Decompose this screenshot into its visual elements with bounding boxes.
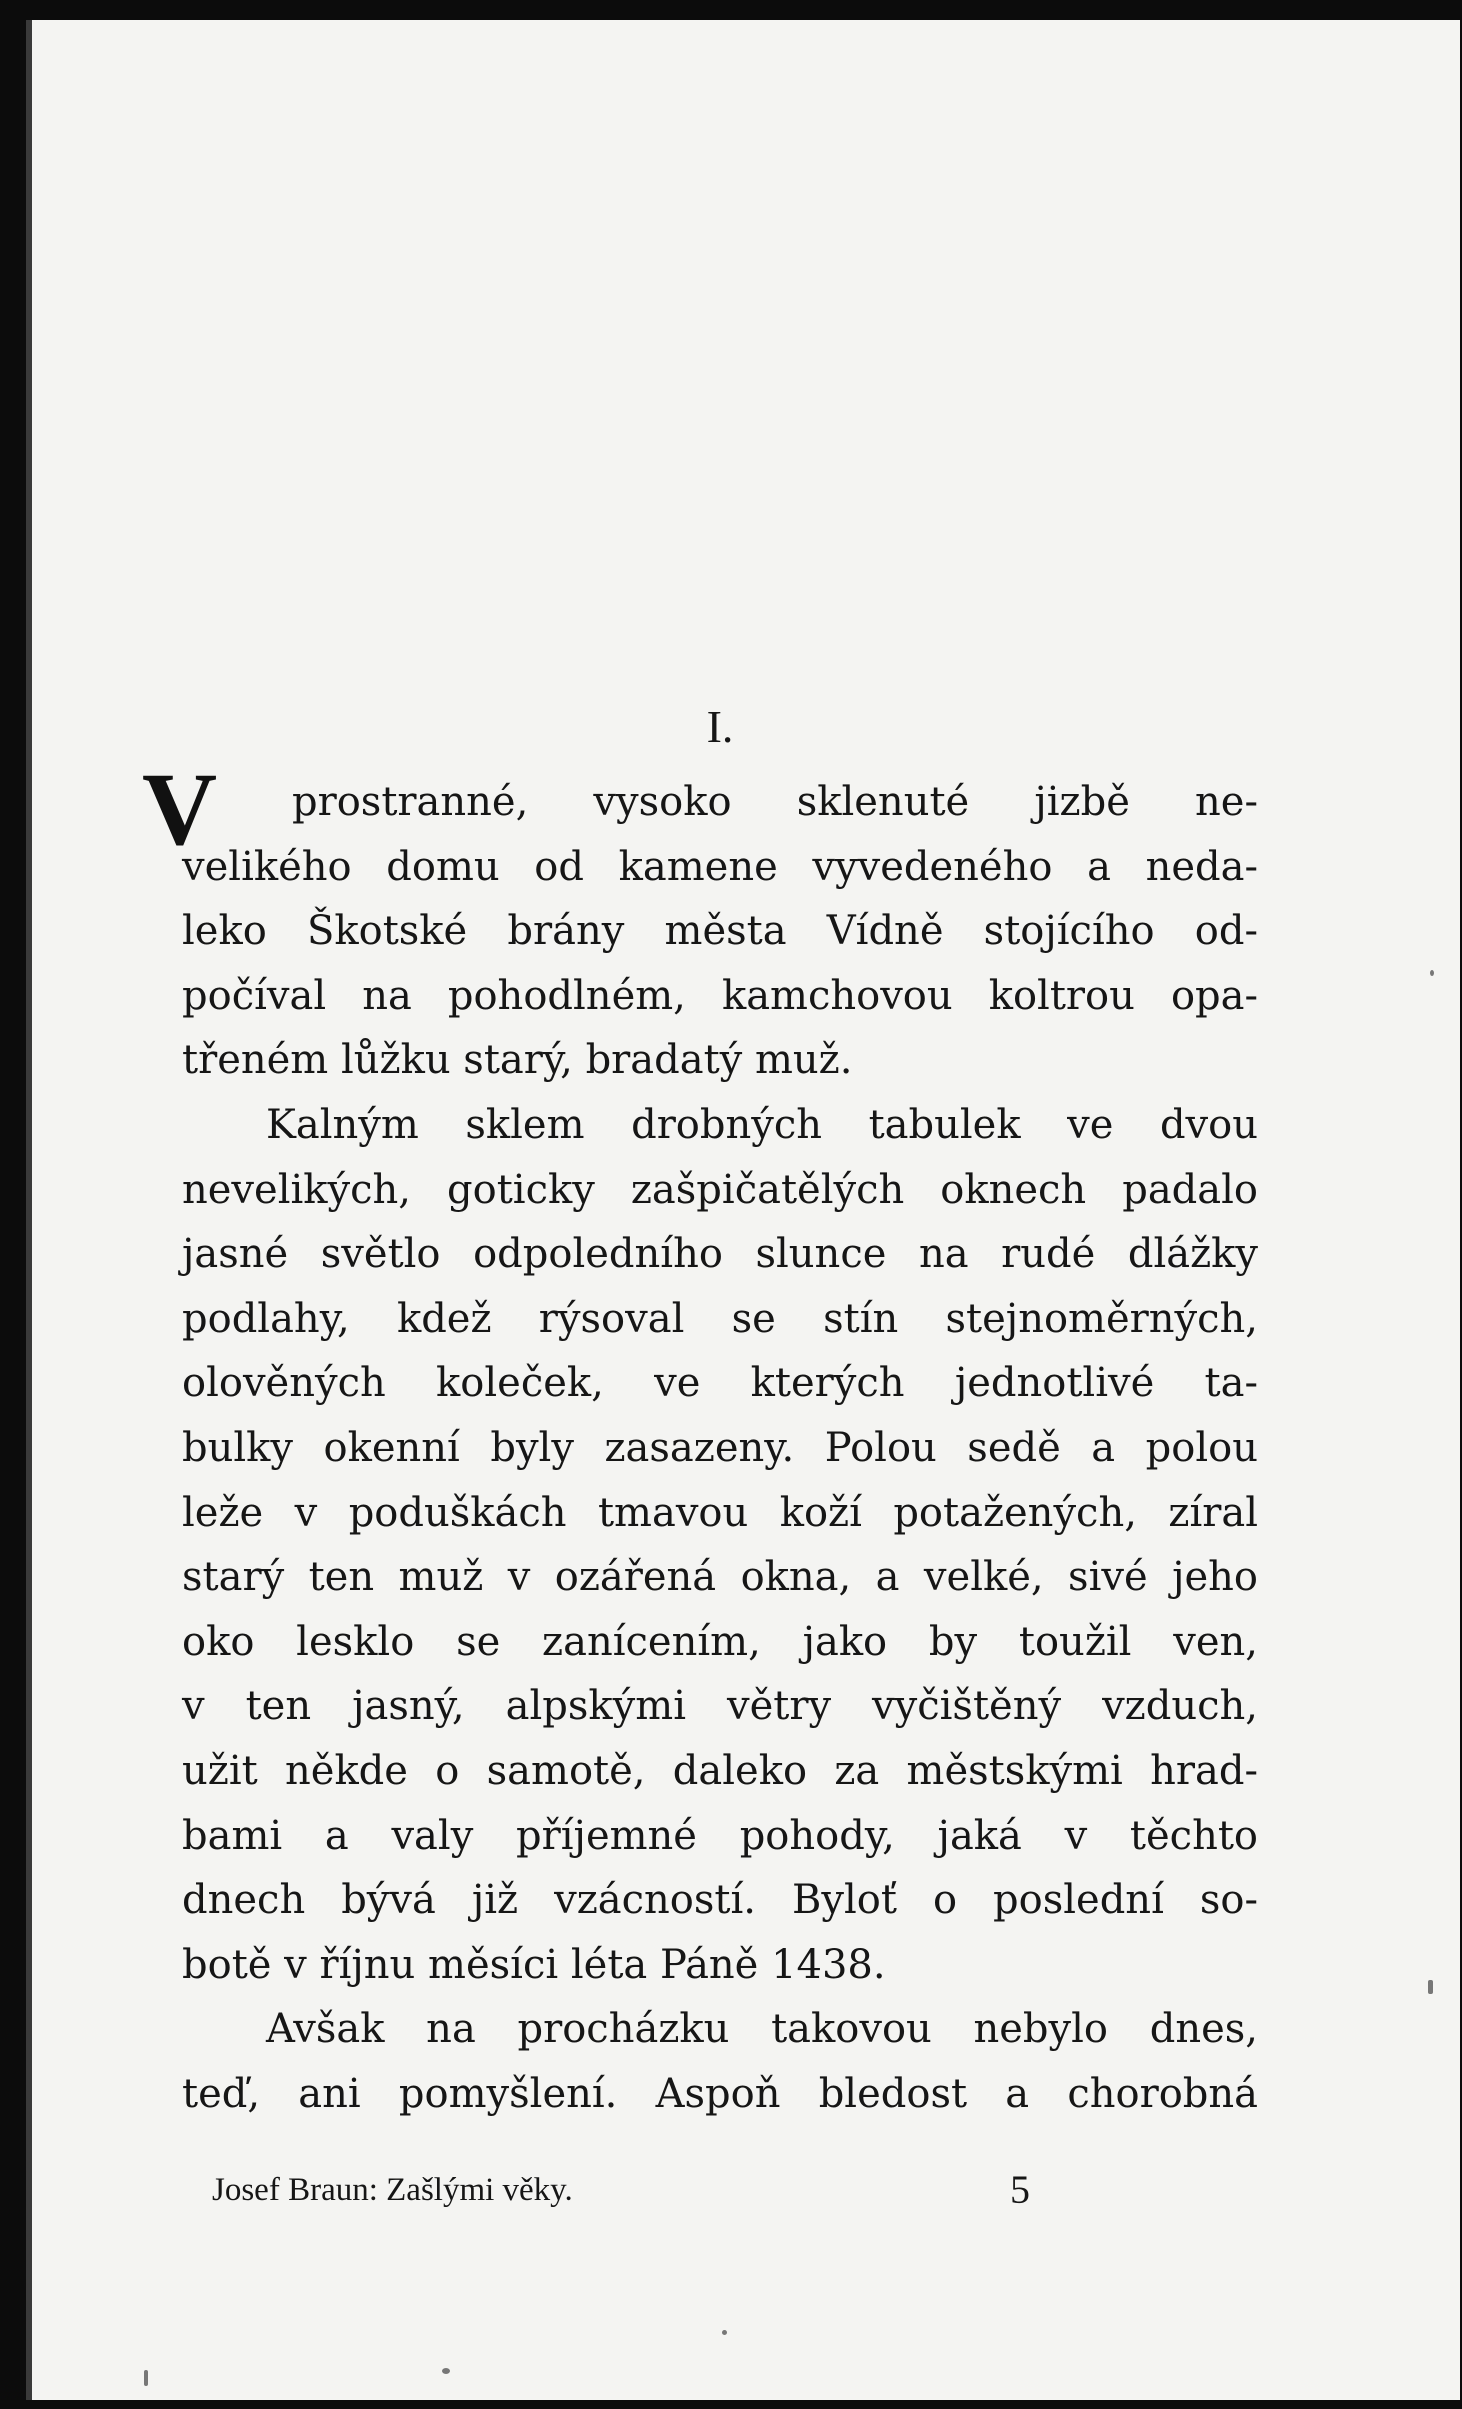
text-line: počíval na pohodlném, kamchovou koltrou opa- (182, 972, 1258, 1019)
text-line: bami a valy příjemné pohody, jaká v těchto (182, 1812, 1258, 1859)
chapter-heading: I. (706, 701, 734, 752)
text-line: nevelikých, goticky zašpičatělých oknech padalo (182, 1166, 1258, 1213)
scan-speck (1428, 1980, 1433, 1994)
text-line: teď, ani pomyšlení. Aspoň bledost a chorobná (182, 2071, 1258, 2117)
text-line: leko Škotské brány města Vídně stojícího od- (182, 908, 1258, 955)
text-line: podlahy, kdež rýsoval se stín stejnoměrných, (182, 1295, 1258, 1342)
text-line: třeném lůžku starý, bradatý muž. (182, 1037, 853, 1084)
text-line: starý ten muž v ozářená okna, a velké, sivé jeho (182, 1554, 1258, 1601)
text-line: velikého domu od kamene vyvedeného a neda- (182, 843, 1258, 890)
text-line: v ten jasný, alpskými větry vyčištěný vzduch, (182, 1683, 1258, 1730)
text-line: jasné světlo odpoledního slunce na rudé dlážky (182, 1231, 1258, 1278)
text-line: prostranné, vysoko sklenuté jizbě ne- (292, 779, 1258, 825)
scan-speck (722, 2330, 727, 2335)
text-line: dnech bývá již vzácností. Byloť o poslední so- (182, 1877, 1258, 1924)
text-line: oko lesklo se zanícením, jako by toužil ven, (182, 1618, 1258, 1665)
scan-speck (442, 2368, 450, 2374)
text-line: olověných koleček, ve kterých jednotlivé ta- (182, 1360, 1258, 1407)
page-number: 5 (1010, 2167, 1030, 2212)
book-page (26, 20, 1460, 2400)
text-line: leže v poduškách tmavou koží potažených, zíral (182, 1489, 1258, 1536)
footer-signature: Josef Braun: Zašlými věky. (212, 2172, 573, 2208)
text-line: Avšak na procházku takovou nebylo dnes, (266, 2006, 1258, 2053)
scan-speck (1430, 970, 1434, 976)
scan-speck (144, 2370, 148, 2386)
drop-cap-initial: V (142, 752, 218, 867)
text-line: botě v říjnu měsíci léta Páně 1438. (182, 1941, 886, 1988)
text-line: Kalným sklem drobných tabulek ve dvou (266, 1102, 1258, 1148)
text-line: bulky okenní byly zasazeny. Polou sedě a polou (182, 1425, 1258, 1471)
text-line: užit někde o samotě, daleko za městskými hrad- (182, 1748, 1258, 1794)
